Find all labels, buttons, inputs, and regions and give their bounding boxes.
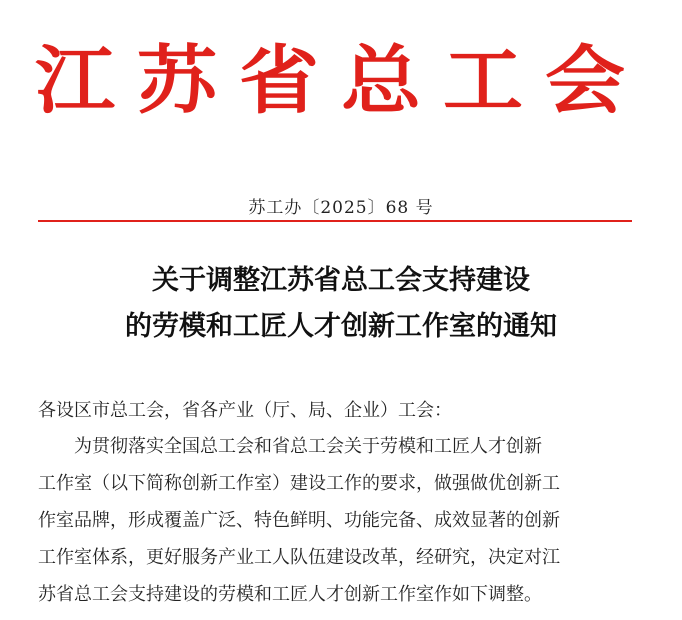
document-title: [0, 258, 682, 350]
body-line: 作室品牌，形成覆盖广泛、特色鲜明、功能完备、成效显著的创新: [38, 510, 560, 531]
body-line: 工作室体系，更好服务产业工人队伍建设改革，经研究，决定对江: [38, 547, 560, 568]
document-number: 苏工办〔2025〕68 号: [248, 198, 434, 218]
title-line-1: 关于调整江苏省总工会支持建设: [152, 265, 530, 296]
red-divider-line: [38, 220, 632, 222]
body-paragraph: [38, 428, 638, 613]
body-line: 苏省总工会支持建设的劳模和工匠人才创新工作室作如下调整。: [38, 584, 542, 605]
salutation: 各设区市总工会，省各产业（厅、局、企业）工会：: [38, 400, 452, 421]
title-line-2: 的劳模和工匠人才创新工作室的通知: [125, 311, 557, 342]
body-line: 工作室（以下简称创新工作室）建设工作的要求，做强做优创新工: [38, 473, 560, 494]
body-line: 为贯彻落实全国总工会和省总工会关于劳模和工匠人才创新: [74, 436, 542, 457]
masthead-title: 江苏省总工会: [35, 36, 647, 124]
